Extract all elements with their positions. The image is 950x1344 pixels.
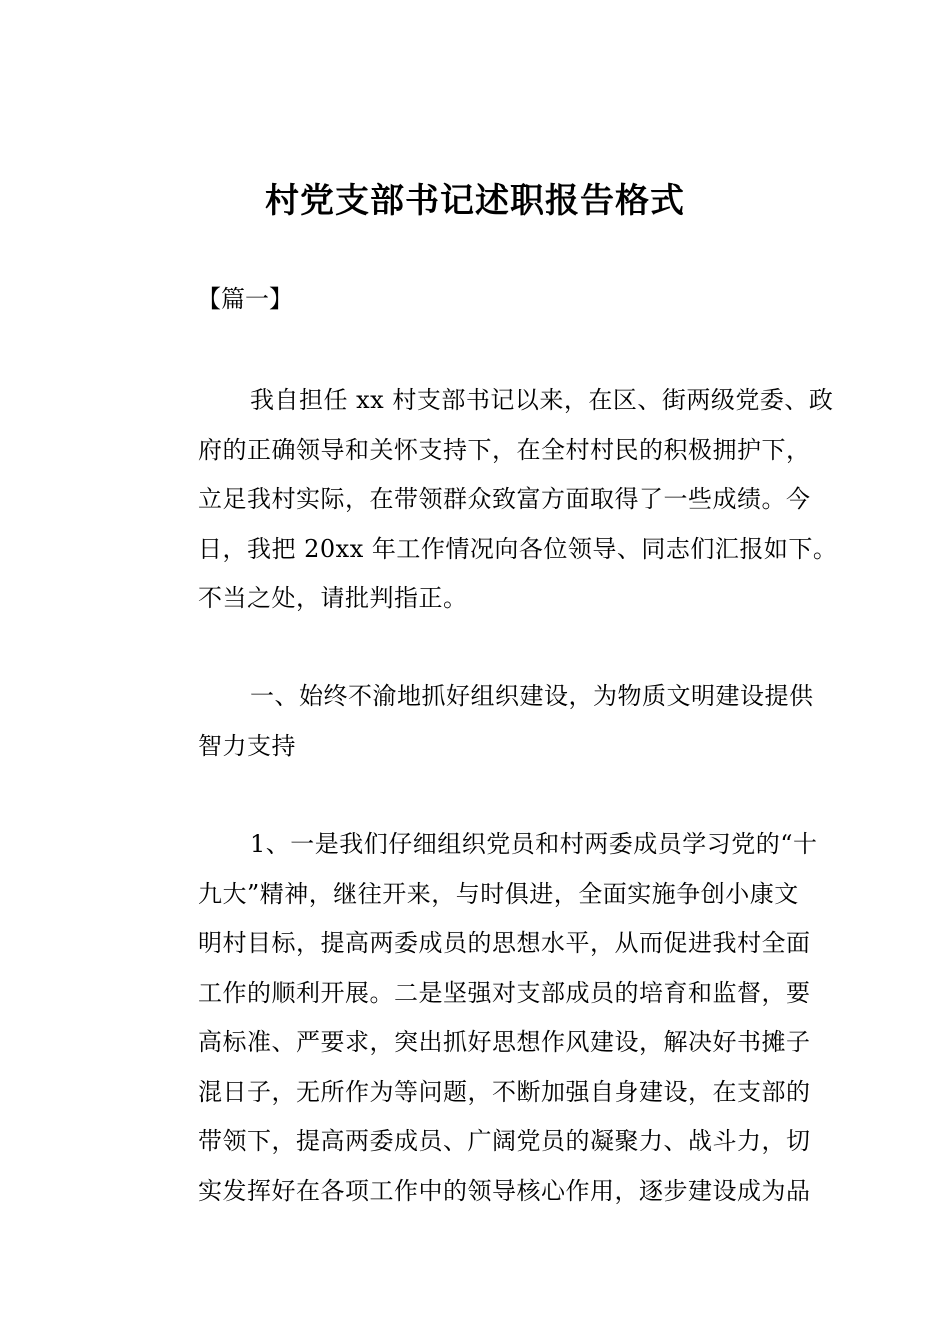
paragraph-line: 混日子，无所作为等问题，不断加强自身建设，在支部的 — [198, 1077, 811, 1106]
section-label: 【篇一】 — [197, 285, 293, 313]
paragraph-line: 九大”精神，继往开来，与时俱进，全面实施争创小康文 — [198, 879, 799, 908]
paragraph-line: 实发挥好在各项工作中的领导核心作用，逐步建设成为品 — [198, 1176, 811, 1205]
paragraph-line: 工作的顺利开展。二是坚强对支部成员的培育和监督，要 — [198, 978, 811, 1007]
paragraph-line: 智力支持 — [198, 731, 296, 760]
paragraph-line: 不当之处，请批判指正。 — [198, 584, 468, 612]
paragraph-line: 带领下，提高两委成员、广阔党员的凝聚力、战斗力，切 — [198, 1127, 811, 1155]
paragraph-item-one — [146, 820, 818, 1216]
paragraph-heading-one — [146, 672, 814, 771]
paragraph-line: 立足我村实际，在带领群众致富方面取得了一些成绩。今 — [198, 485, 811, 513]
paragraph-line: 高标准、严要求，突出抓好思想作风建设，解决好书摊子 — [198, 1028, 811, 1056]
paragraph-line: 一、始终不渝地抓好组织建设，为物质文明建设提供 — [250, 682, 814, 710]
paragraph-line: 明村目标，提高两委成员的思想水平，从而促进我村全面 — [198, 929, 811, 957]
paragraph-line: 日，我把 20xx 年工作情况向各位领导、同志们汇报如下。 — [198, 534, 838, 563]
paragraph-line: 我自担任 xx 村支部书记以来，在区、街两级党委、政 — [250, 386, 834, 414]
paragraph-line: 府的正确领导和关怀支持下，在全村村民的积极拥护下， — [198, 435, 811, 464]
paragraph-intro — [146, 376, 838, 624]
paragraph-line: 1、一是我们仔细组织党员和村两委成员学习党的“十 — [250, 830, 818, 858]
document-title: 村党支部书记述职报告格式 — [265, 181, 685, 221]
